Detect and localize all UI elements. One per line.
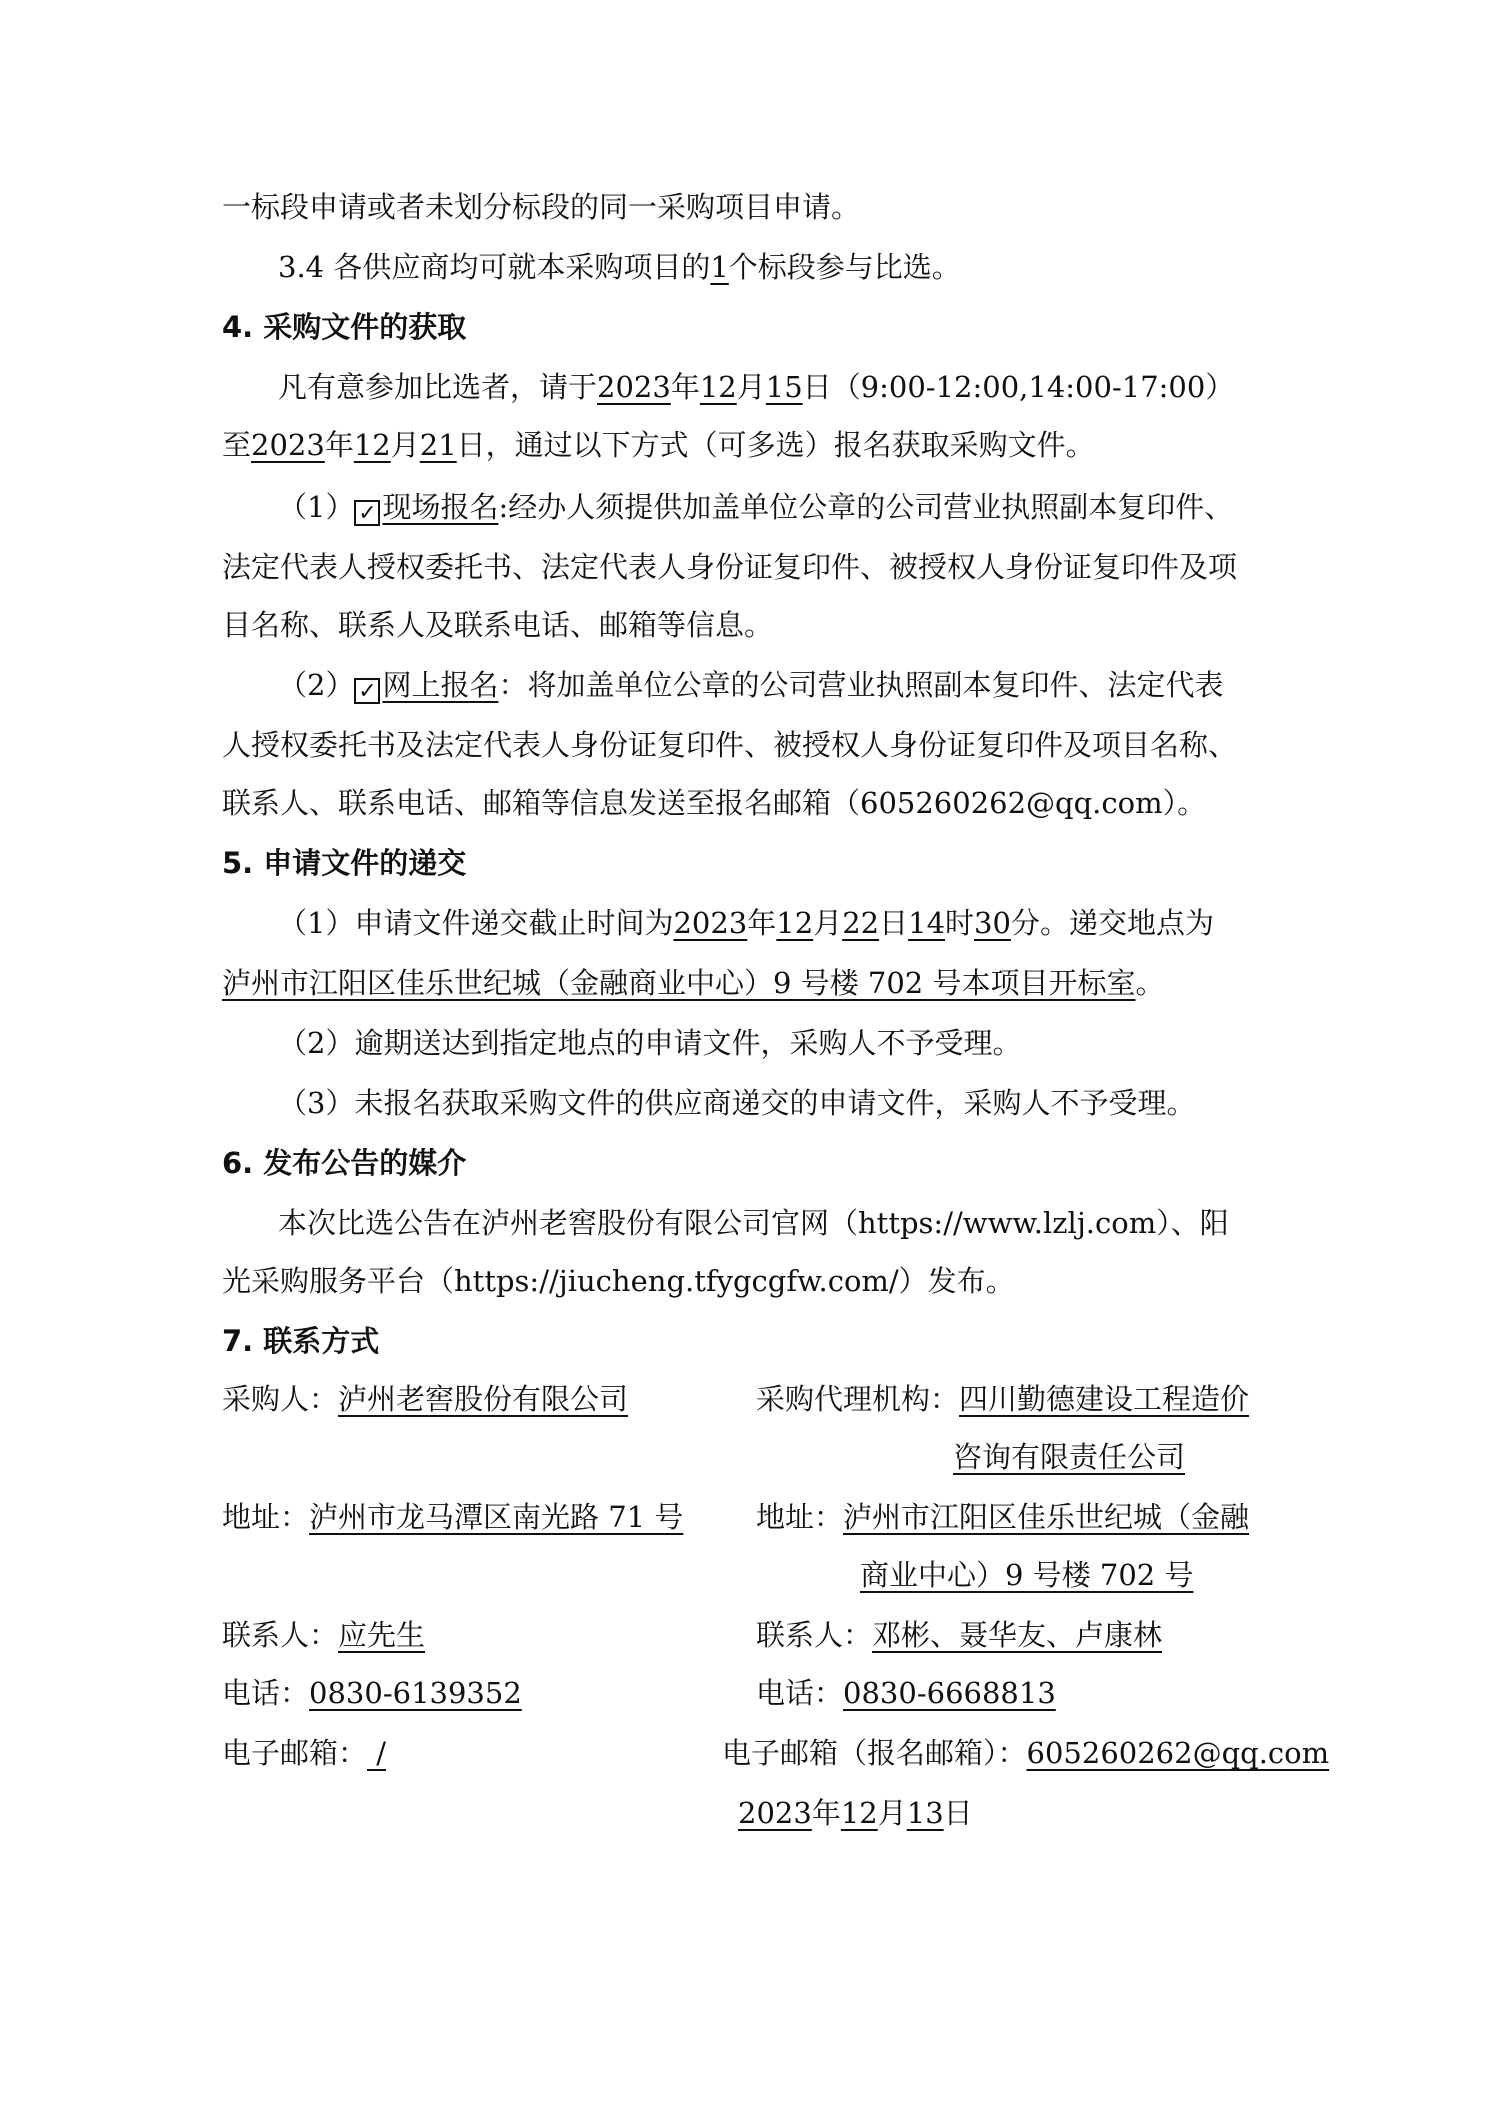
address-right-cont: [860, 1558, 1193, 1593]
contact-left: [222, 1618, 425, 1653]
text: 日: [943, 1796, 973, 1830]
text: 月: [736, 370, 766, 404]
text: 个标段参与比选。: [728, 250, 961, 284]
section-heading: 5. 申请文件的递交: [222, 846, 467, 880]
list-item: [278, 668, 1223, 704]
date-month: 12: [840, 1796, 878, 1830]
text: 一标段申请或者未划分标段的同一采购项目申请。: [222, 190, 861, 224]
date-month: 12: [353, 428, 391, 462]
agent-row-cont: [953, 1440, 1185, 1475]
label: 联系人：: [222, 1618, 339, 1652]
agent-name: 四川勤德建设工程造价: [959, 1382, 1250, 1416]
text: 分。递交地点为: [1010, 906, 1214, 940]
paragraph: [222, 190, 860, 225]
text: 日（9:00-12:00,14:00-17:00）: [802, 370, 1235, 404]
address-right: [756, 1500, 1249, 1535]
text: 年: [324, 428, 354, 462]
document-date: [738, 1796, 973, 1831]
contact-name: 应先生: [338, 1618, 426, 1652]
text: 凡有意参加比选者，请于: [278, 370, 598, 404]
phone: 0830-6668813: [843, 1676, 1056, 1710]
text: 年: [747, 906, 777, 940]
label: 电子邮箱：: [222, 1736, 368, 1770]
paragraph: [222, 428, 1095, 463]
email-left: [222, 1736, 386, 1771]
date-year: 2023: [738, 1796, 812, 1830]
address: 商业中心）9 号楼 702 号: [860, 1558, 1194, 1592]
submission-location: 泸州市江阳区佳乐世纪城（金融商业中心）9 号楼 702 号本项目开标室: [222, 966, 1136, 1000]
label: 电话：: [756, 1676, 844, 1710]
item-number: （2）: [278, 668, 355, 702]
email: 605260262@qq.com: [1026, 1736, 1330, 1770]
agent-row: [756, 1382, 1249, 1417]
text: 3.4 各供应商均可就本采购项目的: [278, 250, 711, 284]
date-day: 13: [906, 1796, 944, 1830]
label: 联系人：: [756, 1618, 873, 1652]
buyer-row: [222, 1382, 628, 1417]
paragraph: [278, 250, 961, 285]
text: :经办人须提供加盖单位公章的公司营业执照副本复印件、: [498, 490, 1234, 524]
list-item: [278, 490, 1233, 526]
label: 采购代理机构：: [756, 1382, 960, 1416]
date-day: 21: [419, 428, 457, 462]
label: 电话：: [222, 1676, 310, 1710]
buyer-name: 泸州老窖股份有限公司: [338, 1382, 629, 1416]
text: 日: [879, 906, 909, 940]
section-heading: 4. 采购文件的获取: [222, 310, 467, 344]
phone-right: [756, 1676, 1056, 1711]
phone: 0830-6139352: [309, 1676, 522, 1710]
contact-name: 邓彬、聂华友、卢康林: [872, 1618, 1163, 1652]
list-item: [278, 906, 1214, 941]
address: 泸州市龙马潭区南光路 71 号: [309, 1500, 684, 1534]
text: 日，通过以下方式（可多选）报名获取采购文件。: [456, 428, 1095, 462]
text: 至: [222, 428, 252, 462]
lot-count: 1: [710, 250, 729, 284]
text: 月: [813, 906, 843, 940]
paragraph: 本次比选公告在泸州老窖股份有限公司官网（https://www.lzlj.com）、阳: [278, 1206, 1229, 1240]
text: 年: [670, 370, 700, 404]
option-title: 现场报名: [382, 490, 499, 524]
agent-name: 咨询有限责任公司: [953, 1440, 1186, 1474]
text: 月: [390, 428, 420, 462]
paragraph: 法定代表人授权委托书、法定代表人身份证复印件、被授权人身份证复印件及项: [222, 550, 1238, 584]
text: 年: [811, 1796, 841, 1830]
time-hour: 14: [908, 906, 946, 940]
label: 电子邮箱（报名邮箱）：: [722, 1736, 1027, 1770]
text: 时: [945, 906, 975, 940]
phone-left: [222, 1676, 522, 1711]
email: /: [367, 1736, 387, 1770]
item-number: （1）: [278, 490, 355, 524]
date-day: 15: [765, 370, 803, 404]
contact-right: [756, 1618, 1162, 1653]
label: 地址：: [222, 1500, 310, 1534]
option-title: 网上报名: [382, 668, 499, 702]
address: 泸州市江阳区佳乐世纪城（金融: [843, 1500, 1250, 1534]
checkbox-checked-icon: [354, 500, 380, 526]
paragraph: 人授权委托书及法定代表人身份证复印件、被授权人身份证复印件及项目名称、: [222, 728, 1238, 762]
paragraph: 光采购服务平台（https://jiucheng.tfygcgfw.com/）发布。: [222, 1264, 1015, 1298]
text: 。: [1135, 966, 1165, 1000]
text: （1）申请文件递交截止时间为: [278, 906, 674, 940]
date-day: 22: [842, 906, 880, 940]
paragraph: 联系人、联系电话、邮箱等信息发送至报名邮箱（605260262@qq.com）。: [222, 786, 1207, 820]
date-year: 2023: [251, 428, 325, 462]
email-right: [722, 1736, 1329, 1771]
date-month: 12: [699, 370, 737, 404]
label: 采购人：: [222, 1382, 339, 1416]
list-item: （2）逾期送达到指定地点的申请文件，采购人不予受理。: [278, 1026, 1022, 1060]
date-year: 2023: [597, 370, 671, 404]
date-month: 12: [776, 906, 814, 940]
paragraph: [222, 966, 1164, 1001]
address-left: [222, 1500, 683, 1535]
text: 月: [877, 1796, 907, 1830]
section-heading: 6. 发布公告的媒介: [222, 1146, 467, 1180]
label: 地址：: [756, 1500, 844, 1534]
date-year: 2023: [673, 906, 748, 940]
paragraph: [278, 370, 1234, 405]
time-minute: 30: [974, 906, 1011, 940]
paragraph: 目名称、联系人及联系电话、邮箱等信息。: [222, 608, 774, 642]
list-item: （3）未报名获取采购文件的供应商递交的申请文件，采购人不予受理。: [278, 1086, 1196, 1120]
text: ：将加盖单位公章的公司营业执照副本复印件、法定代表: [498, 668, 1224, 702]
section-heading: 7. 联系方式: [222, 1324, 380, 1358]
checkbox-checked-icon: [354, 678, 380, 704]
